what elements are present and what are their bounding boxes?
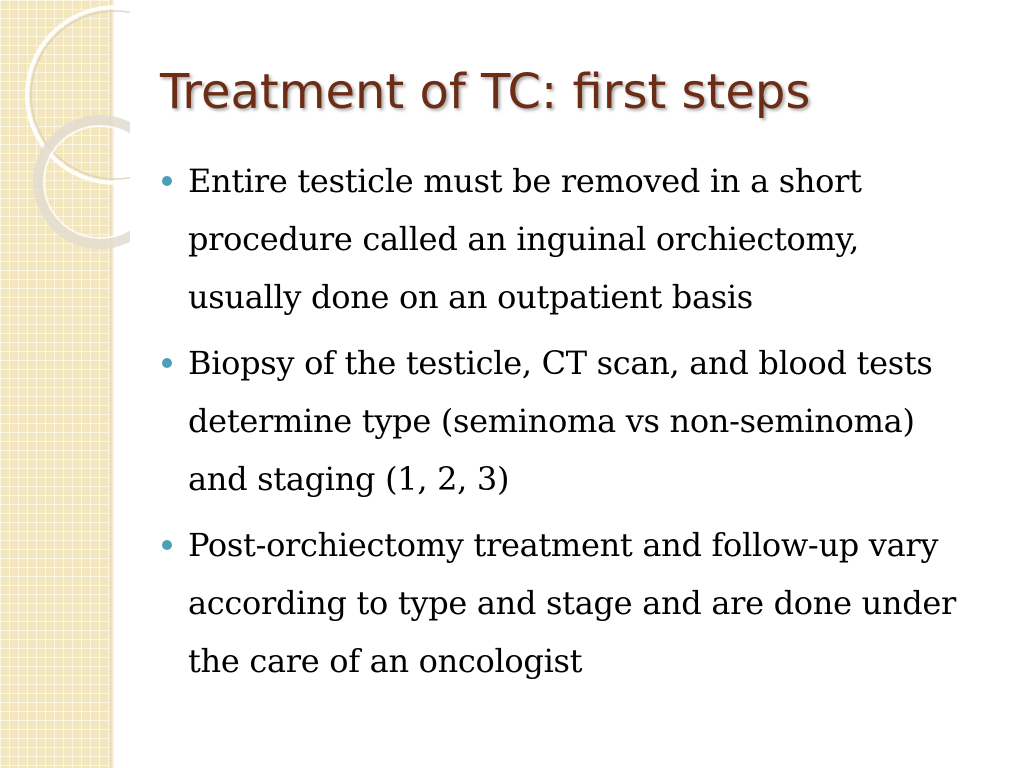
slide-title: Treatment of TC: first steps (160, 64, 811, 120)
bullet-text: Entire testicle must be removed in a short procedure called an inguinal orchiectomy, usually done on an outpatient basis (188, 162, 862, 316)
bullet-item (160, 516, 960, 690)
bullet-list (160, 152, 960, 698)
bullet-dot-icon (162, 540, 172, 550)
decorative-circles (0, 0, 130, 260)
bullet-dot-icon (162, 358, 172, 368)
bullet-item (160, 334, 960, 508)
bullet-item (160, 152, 960, 326)
bullet-text: Biopsy of the testicle, CT scan, and blood tests determine type (seminoma vs non-seminoma) and staging (1, 2, 3) (188, 344, 933, 498)
bullet-text: Post-orchiectomy treatment and follow-up vary according to type and stage and are done under the care of an oncologist (188, 526, 957, 680)
bullet-dot-icon (162, 176, 172, 186)
